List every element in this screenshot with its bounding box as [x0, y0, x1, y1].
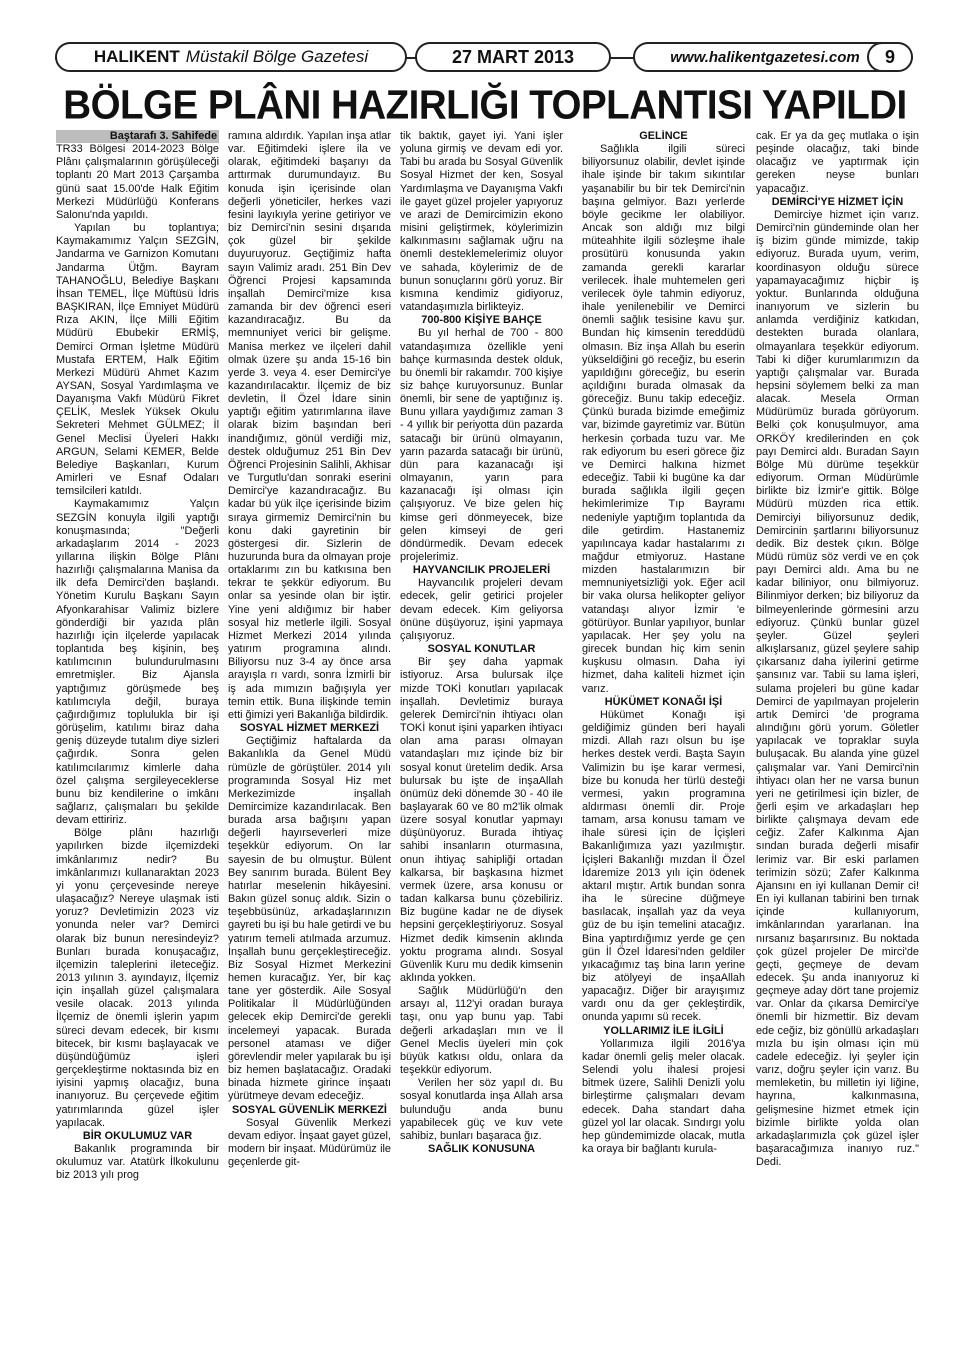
section-heading: SAĞLIK KONUSUNA	[427, 1143, 536, 1156]
paragraph: Verilen her söz yapıl dı. Bu sosyal konutlarda inşa Allah arsa bulunduğu anda bunu yapabilecek güç ve kuv vete sahibiz, bunları başaraca ğız.	[400, 1077, 563, 1142]
paragraph: Bir şey daha yapmak istiyoruz. Arsa bulursak ilçe mizde TOKİ konutları yapılacak inşallah. Devletimiz buraya gelerek Demirci'nin ihtiyacı olan TOKİ konut işini yaparken ihtiyacı olan ama parası olmayan vatandaşları mız içinde biz bir sosyal konut üretelim dedik. Arsa bulursak bu işte de inşaAllah önümüz deki dönemde 30 - 40 ile başlayarak 60 ve 80 m2'lik olmak üzere sosyal konutlar yapmayı düşünüyoruz. Burada ihtiyaç sahibi insanların oturmasına, onun ihtiyaç sahipliği ortadan kalkarsa, bir başkasına hizmet vermek üzere, arsa konusu or tadan kalkarsa bunu çözebiliriz. Biz bugüne kadar ne de diysek hepsini gerçekleştiriyoruz. Sosyal Hizmet dedik kimsenin aklında yoktu programa alındı. Sosyal Güvenlik Kuru mu dedik kimsenin aklında yokken.	[400, 656, 563, 984]
section-heading: HÜKÜMET KONAĞI İŞİ	[604, 695, 723, 708]
section-heading: GELİNCE	[639, 130, 688, 142]
paragraph: Sağlık Müdürlüğü'n den arsayı al, 112'yi oradan buraya taşı, onu yap bunu yap. Tabi değerli arkadaşları mın ve İl Genel Meclis üyeleri min çok büyük katkısı oldu, onlara da teşekkür ediyorum.	[400, 985, 563, 1077]
text-column-4	[582, 130, 745, 1345]
section-heading: 700-800 KİŞİYE BAHÇE	[421, 314, 542, 327]
page-number: 9	[867, 42, 913, 72]
section-heading: BİR OKULUMUZ VAR	[82, 1129, 193, 1142]
masthead	[55, 42, 913, 74]
paragraph: TR33 Bölgesi 2014-2023 Bölge Plânı çalışmalarının görüşüleceği toplantı 20 Mart 2013 Çarşamba günü saat 15.00'de Halk Eğitim Merkezi Müdürlüğü Konferans Salonu'nda yapıldı.	[56, 143, 219, 221]
website-url: www.halikentgazetesi.com	[633, 42, 897, 72]
paragraph: tik baktık, gayet iyi. Yani işler yoluna girmiş ve devam edi yor. Tabi bu arada bu Sosyal Güvenlik Sosyal Hizmet der ken, Sosyal Yardımlaşma ve Dayanışma Vakfı ile gayet güzel projeler yapıyoruz ve arazi de Demircimizin ekono misini geliştirmek, köylerimizin kalkınmasını sağlamak uğru na önemli desteklemelerimiz oluyor ve sahada, köylerimiz de de bunun sonuçlarını görü yoruz. Bir kısmına kendimiz gidiyoruz, vatandaşımızla birlikteyiz.	[400, 130, 563, 314]
paragraph: Bu yıl herhal de 700 - 800 vatandaşımıza özellikle yeni bahçe kurmasında destek olduk, bu önemli bir rakamdır. 700 kişiye siz bahçe kuruyorsunuz. Bunlar önemli, bir sene de yaptığınız iş. Bunu yıllara yaydığımız zaman 3 - 4 yıllık bir periyotta dün pazarda satacağı bir ürünü olmayanın, yarın pazarda satacağı bir ürünü, dün para kazanacağı işi olmayanın, yarın para kazanacağı işi olması için çalışıyoruz. Ve bize gelen hiç kimse geri dönmeyecek, bize gelen kimseyi de geri döndürmedik. Devam edecek projelerimiz.	[400, 327, 563, 563]
newspaper-name	[55, 42, 407, 72]
section-heading: SOSYAL HİZMET MERKEZİ	[239, 722, 380, 735]
text-column-3	[400, 130, 563, 1345]
paragraph: Hayvancılık projeleri devam edecek, gelir getirici projeler devam edecek. Kim geliyorsa önüne düşüyoruz, işini yapmaya çalışıyoruz.	[400, 577, 563, 642]
paragraph: Hükümet Konağı işi geldiğimiz günden beri hayali mizdi. Allah razı olsun bu işe herkes destek verdi. Başta Sayın Valimizin bu işe karar vermesi, bize bu konuda her türlü desteği vermesi, yakın programına aldırması önemli dir. Proje tamam, arsa konusu tamam ve ihale süresi için de İçişleri Bakanlığımıza yazı yazılmıştır. İçişleri Bakanlığı mızdan İl Özel İdaremize 2013 yılı için ödenek aktarıl mıştır. Artık bundan sonra iha le sürecine düğmeye basılacak, inşallah yaz da veya güz de bu işin temelini atacağız. Bina yaptırdığımız yerde ge çen gün İl Özel İdaresi'nden geldiler yıkacağımız taş bina ların yerine biz atölyeyi de inşaAllah yapacağız. Diğer bir arayışımız vardı onu da ger çekleştirdik, onunda yapımı sü recek.	[582, 708, 745, 1024]
paragraph: Yollarımıza ilgili 2016'ya kadar önemli geliş meler olacak. Selendi yolu ihalesi projesi bitmek üzere, Salihli Denizli yolu birleştirme çalışmaları devam edecek. Daha standart daha güzel yol lar olacak. Sındırgı yolu hep gündemimizde olacak, mutla ka oraya bir bağlantı kurula-	[582, 1037, 745, 1156]
section-heading: SOSYAL KONUTLAR	[427, 643, 536, 656]
newspaper-title: HALIKENT	[93, 47, 180, 66]
paragraph: Bölge plânı hazırlığı yapılırken bizde ilçemizdeki imkânlarımız nedir? Bu imkânlarımızı kullanaraktan 2023 yi yonu çerçevesinde nereye ulaşacağız? Nereye ulaşmak isti yoruz? Devletimizin 2023 viz yonunda neler var? Demirci olarak biz bunun neresindeyiz? Bunları burada konuşacağız, ilçemizin taleplerini ileteceğiz. 2013 yılının 3. ayındayız, İlçemiz için inşallah güzel çalışmalara vesile olacak. 2013 yılında İlçemiz de önemli işlerin yapım süreci devam edecek, bir kısmı bitecek, bir kısmı başlayacak ve düşündüğümüz işleri gerçekleştirme noktasında biz en iyisini yapmış olacağız, buna inanıyoruz. Bu çerçevede eğitim yatırımlarında güzel işler yapılacak.	[56, 827, 219, 1129]
paragraph: Bakanlık programında bir okulumuz var. Atatürk İlkokulunu biz 2013 yılı prog	[56, 1143, 219, 1182]
text-column-2	[228, 130, 391, 1345]
newspaper-subtitle: Müstakil Bölge Gazetesi	[185, 47, 369, 66]
paragraph: cak. Er ya da geç mutlaka o işin peşinde olacağız, taki binde olacağız ve yaptırmak için gereken neyse bunları yapacağız.	[756, 130, 919, 195]
paragraph: ramına aldırdık. Yapılan inşa atlar var. Eğitimdeki işlere ila ve olarak, eğitimdeki başarıyı da arttırmak durumundayız. Bu konuda işin içerisinde olan değerli yöneticiler, herkes vazi fesini layıkıyla yerine getiriyor ve biz Demirci'nin sesini dışarıda çok güzel bir şekilde duyuruyoruz. Geçtiğimiz hafta sayın Valimiz aradı. 251 Bin Dev Öğrenci Projesi kapsamında inşallah Demirci'mize kısa zamanda bir dev öğrenci eseri kazandıracağız. Bu da memnuniyet verici bir gelişme. Manisa merkez ve ilçeleri dahil olmak üzere şu anda 15-16 bin yerde 3. veya 4. eser Demirci'ye kazandırılacaktır. İlçemiz de biz devletin, İl Özel İdare sinin yaptığı eğitim yatırımlarına ilave olarak bizim başından beri inandığımız, gönül verdiği miz, destek olduğumuz 251 Bin Dev Öğrenci Projesinin Salihli, Akhisar ve Turgutlu'dan sonraki eserini Demirci'ye kazandıracağız. Bu kadar bü yük ilçe içerisinde bizim sıraya girmemiz Demirci'nin bu konu daki gayretinin bir göstergesi dir. Sizlerin de huzurunda bura da olmayan proje ortaklarımı zın bu katkısına ben tekrar te şekkür ediyorum. Bu onlar sa yesinde olan bir iştir. Yine yeni aldığımız bir haber sosyal hiz metlerle ilgili. Sosyal Hizmet Merkezi 2014 yılında yatırım programına alındı. Biliyorsu nuz 3-4 ay önce arsa arayışla rı vardı, sonra İzmirli bir iş ada mımızın bağışıyla yer temin ettik. Buna ilişkinde temin etti ğimizi yeri Bakanlığa bildirdik.	[228, 130, 391, 721]
paragraph: Demirciye hizmet için varız. Demirci'nin gündeminde olan her iş bizim günde mimizde, takip ediyoruz. Burada uyum, verim, koordinasyon olduğu sürece yapamayacağımız hiçbir iş yoktur. Bunlarında olduğuna inanıyorum ve sizlerin bu anlamda verdiğiniz katkıdan, destekten burada olanlara, olmayanlara teşekkür ediyorum. Tabi ki diğer kurumlarımızın da yaptığı çalışmalar var. Burada hepsini söylemem belki za man alacak. Mesela Orman Müdürümüz burada görüyorum. Belki çok konuşulmuyor, ama ORKÖY kredilerinden en çok payı Demirci aldı. Buradan Sayın Bölge Mü dürüme teşekkür ediyorum. Orman Müdürümle birlikte biz İzmir'e gittik. Bölge Müdürü müzden rica ettik. Demirciyi biliyorsunuz dedik, Demircinin şartlarını biliyorsunuz dedik. Biz destek çıkın. Bölge Müdü rümüz söz verdi ve en çok payı Demirci aldı. Ama bu ne kadar biliniyor, onu bilmiyoruz. Bilinmiyor derken; biz biliyoruz da bilmeyenlerinde görmesini arzu ediyoruz. Çünkü bunlar güzel şeyler. Güzel şeyleri alkışlarsanız, güzel şeylere sahip çıkarsanız daha iyilerini getirme şansınız var. Tabii su lama işleri, sulama projeleri bu güne kadar Demirci de yapılmayan projelerin artık Demirci 'de programa alındığını görü yorum. Göletler yapılacak ve topraklar suyla buluşacak. Bu alanda yine güzel çalışmalar var. Yani Demirci'nin ihtiyacı olan her ne varsa bunun yeri ne getirilmesi için bizler, de ğerli eşim ve arkadaşları hep birlikte çalışmaya devam ede ceğiz. Zafer Kalkınma Ajan sından burada değerli misafir lerimiz var. Bir eski parlamen terimizin sözü; Zafer Kalkınma Ajansını en iyi kullanan Demir ci! En iyi kullanan tabirini ben tırnak içinde kullanıyorum, imkânlarından yararlanan. İna nırsanız başarırsınız. Bu noktada çok güzel projeler De mirci'de geçti, geçmeye de devam edecek. Şu anda inanıyoruz ki geçmeye aday dört tane projemiz var. Onlar da çıkarsa Demirci'ye önemli bir hizmettir. Biz devam ede ceğiz, biz gönüllü arkadaşları mızla bu işin olması için mü cadele edeceğiz. İyi şeyler için varız, doğru şeyler için varız. Bu memleketin, bu milletin iyi liğine, hayrına, kalkınmasına, gelişmesine hizmet etmek için bizimle birlikte yolda olan arkadaşlarımızla çok güzel işler başaracağımıza inanıyo ruz." Dedi.	[756, 208, 919, 1169]
section-heading: DEMİRCİ'YE HİZMET İÇİN	[771, 195, 904, 208]
paragraph: Kaymakamımız Yalçın SEZGİN konuyla ilgili yaptığı konuşmasında; "Değerli arkadaşlarım 2014 - 2023 yıllarına ilişkin Bölge Plânı hazırlığı çalışmalarına Manisa da ilk defa Demirci'den başlandı. Yönetim Kurulu Başkanı Sayın Afyonkarahisar Valimiz bizlere gönderdiği bir yazıda plân hazırlığı için ilçelerde yapılacak toplantıda beş kişinin, beş katılımcının bulundurulmasını emretmişler. Biz Ajansla yaptığımız görüşmede beş katılımcıyla değil, buraya çağırdığımız topluluklа bir işi görüşelim, katılımı biraz daha geniş düzeyde tutalım diye sizleri çağırdık. Sonra gelen katılımcılarımız kimlerle daha özel çalışma sergileyeceklerse bunu biz kendilerine o imkânı sağlarız, çalışmaları bu şekilde devam ettiririz.	[56, 498, 219, 827]
continued-label: Baştarafı 3. Sahifede	[56, 130, 219, 143]
paragraph: Geçtiğimiz haftalarda da Bakanlıkla da Genel Müdü rümüzle de görüştüler. 2014 yılı programında Sosyal Hiz met Merkezimizde inşallah Demircimize kazandırılacak. Ben burada arsa bağışını yapan değerli hayırseverleri mize teşekkür ediyorum. On lar sayesin de bu olmuştur. Bülent Bey sanırım burada. Bülent Bey hatırlar meselenin hikâyesini. Bakın güzel sonuç aldık. Sizin o teşebbüsünüz, arkadaşlarınızın gayreti bu işi bu hale getirdi ve bu yatırım temeli atılmada arzumuz. İnşallah bunu gerçekleştireceğiz. Biz Sosyal Hizmet Merkezini hemen kuracağız. Yer, bir kaç tane yer gösterdik. Aile Sosyal Politikalar İl Müdürlüğünden gelecek ekip Demirci'de gerekli incelemeyi yapacak. Burada personel ataması ve diğer görevlendir meler yapılarak bu işi biz hemen başlatacağız. Oradaki binada hizmete girince inşaatı yürütmeye devam edeceğiz.	[228, 735, 391, 1103]
paragraph: Yapılan bu toplantıya; Kaymakamımız Yalçın SEZGİN, Jandarma ve Garnizon Komutanı Jandarma Ütğm. Bayram TAHANOĞLU, Belediye Başkanı İhsan TEMEL, İlçe Müftüsü İdris BAŞKIRAN, İlçe Emniyet Müdürü Rıza AKIN, İlçe Milli Eğitim Müdürü Ebubekir ERMİŞ, Demirci Orman İşletme Müdürü Mustafa ERTEM, Halk Eğitim Merkezi Müdürü Ahmet Kazım AYSAN, Sosyal Yardımlaşma ve Dayanışma Vakfı Müdürü Fikret ÇELİK, Meslek Yüksek Okulu Sekreteri Mehmet GÜLMEZ; İl Genel Meclisi Üyeleri Hakkı ARGUN, Selami KEMER, Belde Belediye Başkanları, Kurum Amirleri ve Esnaf Odaları temsilcileri katıldı.	[56, 222, 219, 498]
section-heading: HAYVANCILIK PROJELERİ	[412, 564, 551, 577]
paragraph: Sağlıkla ilgili süreci biliyorsunuz olabilir, devlet işinde ihale işinde bir takım sıkıntılar yaşanabilir bu bir tek Demirci'nin başına gelmiyor. Bazı yerlerde böyle gecikme ler olabiliyor. Ancak son aldığı mız bilgi müteahhite ilgili sözleşme ihale prosütürü konusunda yakın zamanda gerekli kararlar verilecek. İhale muhtemelen geri verilecek öyle tahmin ediyoruz, ihale yenilenebilir ve Demirci önemli sağlık tesisine kavu şur. Bundan hiç kimsenin tereddüdü olmasın. Biz inşa Allah bu eserin yükseldiğini gö receğiz, bu eserin yapıldığını göreceğiz, bu eserin açıldığını burada olmasak da göreceğiz. Bunu takip edeceğiz. Çünkü burada bizimde emeğimiz var, bizimde gayretimiz var. Bütün herkesin çorbada tuzu var. Me rak ediyorum bu eseri görece ğiz ve Demirci halkına hizmet edeceğiz. Tabii ki bugüne ka dar burada sağlıkla ilgili geçen hekimlerimize Tıp Bayramı nedeniyle yaptığım toplantıda da dile getirdim. Hastanemiz yapılıncaya kadar hastalarımı zı mağdur etmiyoruz. Hastane mizden hastalarımızın bir memnuniyetsizliği yok. Eğer acil bir vaka olursa helikopter geliyor vatandaşı alıyor İzmir 'e götürüyor. Bunlar yapılıyor, bunlar yapılacak. Her şey yolu na girecek bundan hiç kim senin kuşkusu olmasın. Daha iyi hizmet, daha kaliteli hizmet için varız.	[582, 143, 745, 695]
text-column-5	[756, 130, 919, 1345]
section-heading: SOSYAL GÜVENLİK MERKEZİ	[232, 1103, 387, 1116]
section-heading: YOLLARIMIZ İLE İLGİLİ	[603, 1024, 724, 1037]
paragraph: Sosyal Güvenlik Merkezi devam ediyor. İnşaat gayet güzel, modern bir inşaat. Müdürümüz ile geçenlerde git-	[228, 1116, 391, 1169]
article-headline: BÖLGE PLÂNI HAZIRLIĞI TOPLANTISI YAPILDI	[63, 82, 907, 129]
issue-date: 27 MART 2013	[415, 42, 611, 72]
text-column-1	[56, 130, 219, 1345]
